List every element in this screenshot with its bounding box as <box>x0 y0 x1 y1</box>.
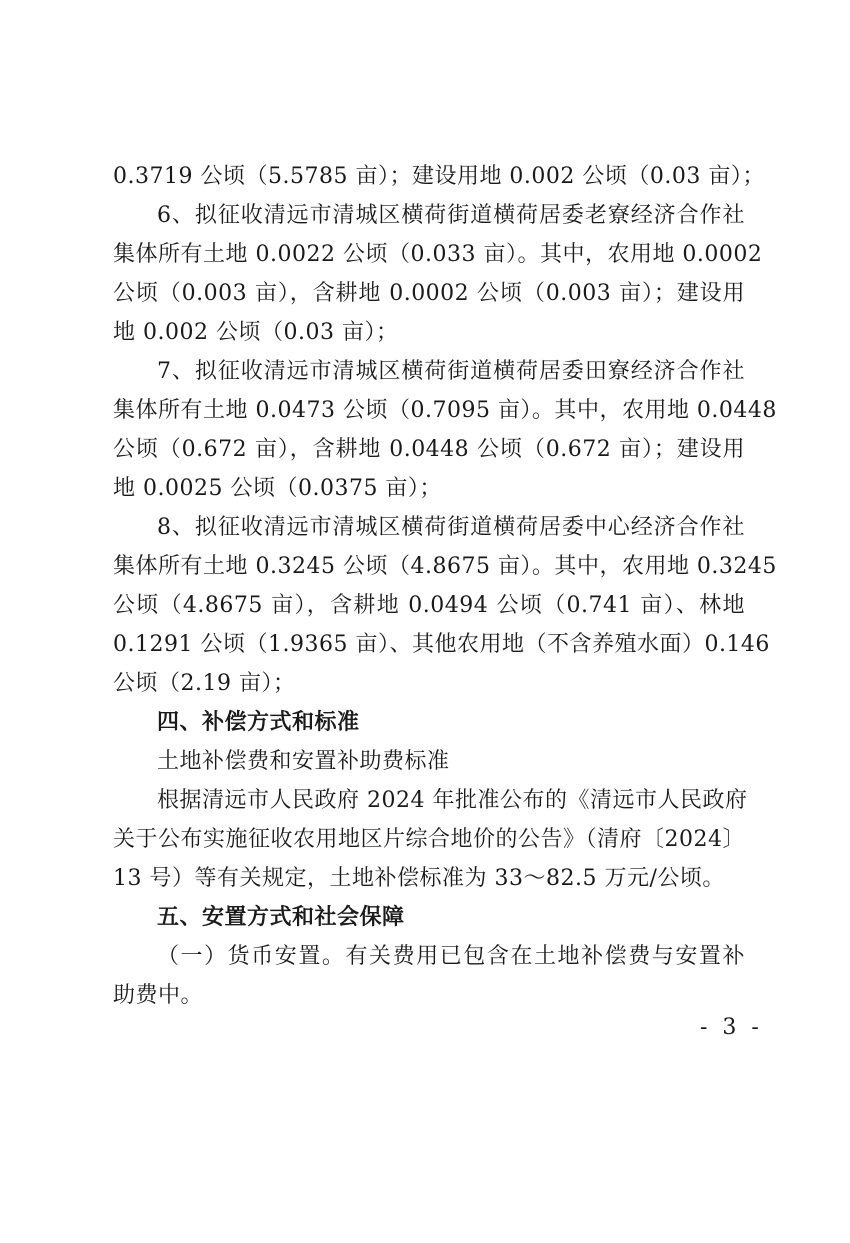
item-8-line-4: 0.1291 公顷（1.9365 亩）、其他农用地（不含养殖水面）0.146 <box>113 632 770 657</box>
compensation-para-line-2: 关于公布实施征收农用地区片综合地价的公告》（清府〔2024〕 <box>113 827 745 852</box>
item-6-line-2: 集体所有土地 0.0022 公顷（0.033 亩）。其中，农用地 0.0002 <box>113 242 763 267</box>
subheading-compensation-standard: 土地补偿费和安置补助费标准 <box>157 749 450 774</box>
item-8-line-2: 集体所有土地 0.3245 公顷（4.8675 亩）。其中，农用地 0.3245 <box>113 554 777 579</box>
item-7-line-4: 地 0.0025 公顷（0.0375 亩）； <box>113 476 442 501</box>
document-body <box>113 157 777 1015</box>
resettlement-para-line-2: 助费中。 <box>113 983 204 1008</box>
item-6-line-4: 地 0.002 公顷（0.03 亩）； <box>113 320 399 345</box>
item-7-line-2: 集体所有土地 0.0473 公顷（0.7095 亩）。其中，农用地 0.0448 <box>113 398 777 423</box>
compensation-para-line-3: 13 号）等有关规定，土地补偿标准为 33～82.5 万元/公顷。 <box>113 866 725 891</box>
item-8-line-5: 公顷（2.19 亩）； <box>113 671 296 696</box>
section-heading-compensation: 四、补偿方式和标准 <box>157 710 360 735</box>
resettlement-para-line-1: （一）货币安置。有关费用已包含在土地补偿费与安置补 <box>157 944 745 969</box>
text-line: 0.3719 公顷（5.5785 亩）；建设用地 0.002 公顷（0.03 亩）； <box>113 164 765 189</box>
item-8-line-1: 8、拟征收清远市清城区横荷街道横荷居委中心经济合作社 <box>157 515 745 540</box>
page-number: - 3 - <box>700 1015 763 1040</box>
item-8-line-3: 公顷（4.8675 亩），含耕地 0.0494 公顷（0.741 亩）、林地 <box>113 593 745 618</box>
item-6-line-1: 6、拟征收清远市清城区横荷街道横荷居委老寮经济合作社 <box>157 203 745 228</box>
section-heading-resettlement: 五、安置方式和社会保障 <box>157 905 405 930</box>
item-7-line-1: 7、拟征收清远市清城区横荷街道横荷居委田寮经济合作社 <box>157 359 745 384</box>
item-6-line-3: 公顷（0.003 亩），含耕地 0.0002 公顷（0.003 亩）；建设用 <box>113 281 745 306</box>
item-7-line-3: 公顷（0.672 亩），含耕地 0.0448 公顷（0.672 亩）；建设用 <box>113 437 745 462</box>
compensation-para-line-1: 根据清远市人民政府 2024 年批准公布的《清远市人民政府 <box>157 788 748 813</box>
